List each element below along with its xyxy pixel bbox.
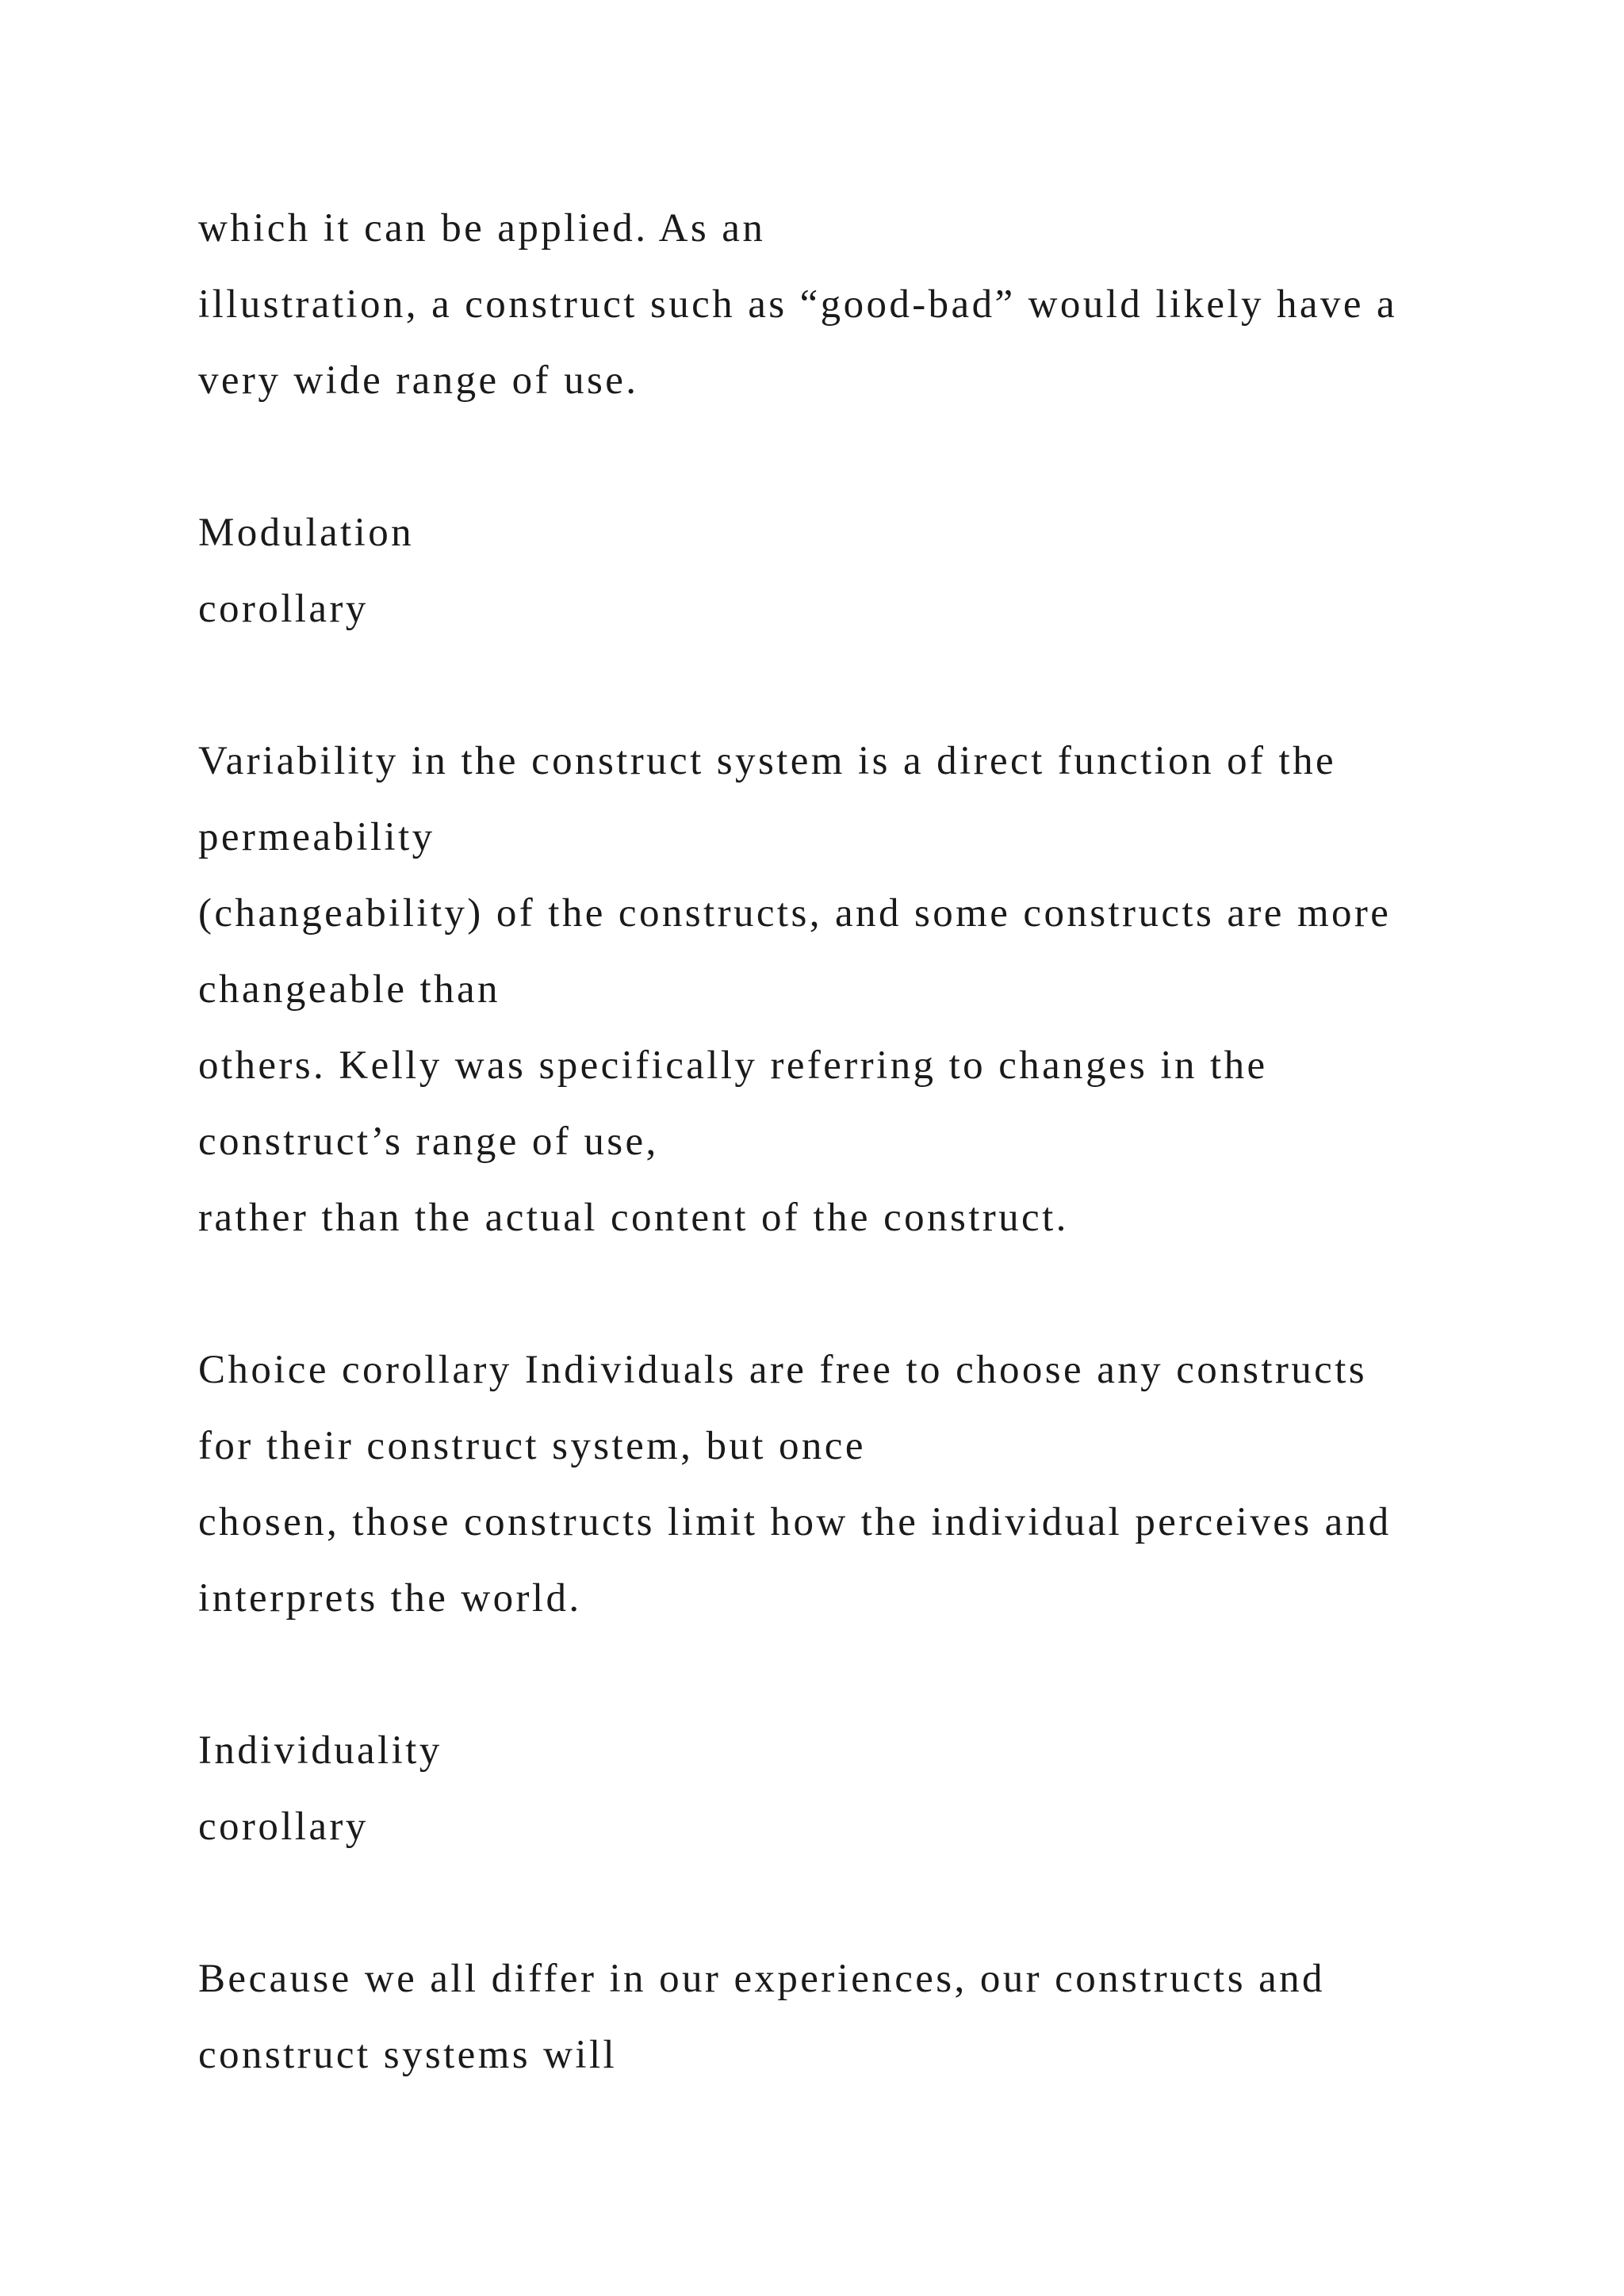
section-heading-line: corollary	[198, 1804, 369, 1849]
text-line: (changeability) of the constructs, and some constructs are more	[198, 891, 1392, 936]
text-line: changeable than	[198, 967, 500, 1012]
text-line: very wide range of use.	[198, 358, 639, 403]
paragraph-gap	[198, 1865, 1546, 1941]
paragraph-gap	[198, 1636, 1546, 1712]
text-line: Choice corollary Individuals are free to choose any constructs	[198, 1348, 1368, 1392]
document-body	[198, 190, 1546, 2093]
text-line: construct’s range of use,	[198, 1119, 659, 1164]
text-line: illustration, a construct such as “good-bad” would likely have a	[198, 282, 1398, 327]
text-line: others. Kelly was specifically referring to changes in the	[198, 1043, 1268, 1088]
text-line: for their construct system, but once	[198, 1424, 866, 1468]
paragraph-gap	[198, 419, 1546, 495]
text-line: construct systems will	[198, 2033, 618, 2077]
paragraph-gap	[198, 647, 1546, 723]
text-line: Variability in the construct system is a direct function of the	[198, 739, 1337, 783]
section-heading-line: corollary	[198, 587, 369, 631]
section-heading-line: Modulation	[198, 511, 414, 555]
text-line: interprets the world.	[198, 1576, 582, 1621]
text-line: permeability	[198, 815, 435, 859]
text-line: Because we all differ in our experiences, our constructs and	[198, 1957, 1325, 2001]
text-line: which it can be applied. As an	[198, 206, 766, 251]
text-line: chosen, those constructs limit how the individual perceives and	[198, 1500, 1392, 1544]
paragraph-gap	[198, 1256, 1546, 1332]
text-line: rather than the actual content of the construct.	[198, 1196, 1069, 1240]
section-heading-line: Individuality	[198, 1728, 442, 1773]
